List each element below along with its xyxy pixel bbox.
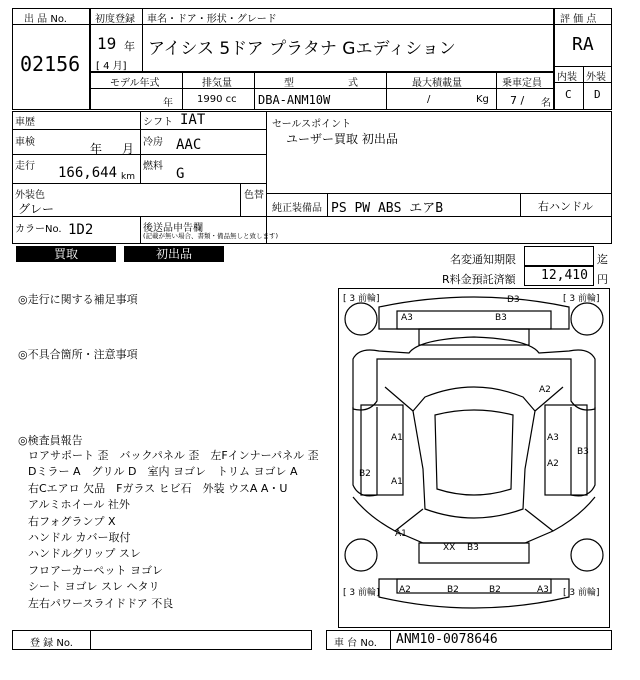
model-year-label: モデル年式 xyxy=(110,78,160,89)
details-h3 xyxy=(12,183,266,184)
details-h2 xyxy=(12,154,266,155)
details-h5 xyxy=(266,193,612,194)
inspection-label: 車検 xyxy=(15,137,35,148)
damage-d3: D3 xyxy=(507,295,520,305)
capacity-unit: 名 xyxy=(541,98,551,109)
damage-a3-right: A3 xyxy=(547,433,559,443)
sales-text: ユーザー買取 初出品 xyxy=(286,132,398,146)
damage-a1-left-b: A1 xyxy=(391,477,403,487)
defects-heading: ◎不具合箇所・注意事項 xyxy=(18,348,138,361)
damage-b3-front: B3 xyxy=(495,313,507,323)
reg-year: 19 xyxy=(97,34,117,53)
interior-label: 内装 xyxy=(557,72,577,83)
details-h6 xyxy=(266,216,612,217)
capacity-value: 7 / xyxy=(510,94,525,107)
supplement-heading: ◎走行に関する補足事項 xyxy=(18,293,138,306)
tyre-rear-left: [ 3 前輪] xyxy=(343,588,380,598)
ac-label: 冷房 xyxy=(143,137,163,148)
damage-a3-rear: A3 xyxy=(537,585,549,595)
shift-label: シフト xyxy=(143,117,173,128)
displacement-label: 排気量 xyxy=(202,78,232,89)
equipment-value: PS PW ABS エアB xyxy=(331,201,444,216)
report-line: シート ヨゴレ スレ ヘタリ xyxy=(28,580,160,594)
damage-a3-front: A3 xyxy=(401,313,413,323)
details-v1 xyxy=(140,111,141,183)
docs-label: 後送品申告欄 xyxy=(143,223,203,234)
inspection-month: 月 xyxy=(122,142,135,156)
spec-v3 xyxy=(386,72,387,110)
reg-no-divider xyxy=(90,630,91,650)
chassis-label: 車 台 No. xyxy=(334,638,377,649)
wheel-rear-right xyxy=(571,539,603,571)
capacity-label: 乗車定員 xyxy=(502,78,542,89)
report-line: ハンドルグリップ スレ xyxy=(28,547,141,561)
spec-v4 xyxy=(496,72,497,110)
damage-a2-rear: A2 xyxy=(399,585,411,595)
report-line: ハンドル カバー取付 xyxy=(28,531,131,545)
ac-value: AAC xyxy=(176,137,202,153)
wheel-front-left xyxy=(345,303,377,335)
grade-value: RA xyxy=(572,34,594,55)
car-diagram-drawing xyxy=(339,289,609,627)
fuel-value: G xyxy=(176,166,185,182)
color-label: 外装色 xyxy=(15,190,45,201)
recycle-label: R料金預託済額 xyxy=(442,273,516,286)
grade-label: 評 価 点 xyxy=(560,14,597,25)
damage-a1-left-c: A1 xyxy=(395,529,407,539)
inspector-heading: ◎検査員報告 xyxy=(18,434,83,447)
report-line: フロアーカーペット ヨゴレ xyxy=(28,563,163,577)
wheel-front-right xyxy=(571,303,603,335)
color-value: グレー xyxy=(18,202,55,216)
damage-b2-left: B2 xyxy=(359,469,371,479)
damage-a2-right-front: A2 xyxy=(539,385,551,395)
mileage-value: 166,644 xyxy=(58,165,118,181)
fuel-label: 燃料 xyxy=(143,161,163,172)
report-line: 右Cエアロ 欠品 Fガラス ヒビ石 外装 ウスA A・U xyxy=(28,481,288,495)
details-v6 xyxy=(520,193,521,216)
details-v2 xyxy=(266,111,267,244)
report-line: 左右パワースライドドア 不良 xyxy=(28,596,174,610)
spec-v1 xyxy=(182,72,183,110)
reg-label: 初度登録 xyxy=(95,14,135,25)
type-value: DBA-ANM10W xyxy=(258,93,331,107)
lot-label: 出 品 No. xyxy=(24,14,67,25)
damage-b2-rear-b: B2 xyxy=(489,585,501,595)
interior-grade: C xyxy=(565,88,572,101)
equipment-label: 純正装備品 xyxy=(272,203,322,214)
details-h1 xyxy=(12,129,266,130)
load-slash: / xyxy=(427,94,431,105)
load-label: 最大積載量 xyxy=(412,78,462,89)
buy-tag: 買取 xyxy=(16,246,116,262)
report-line: ロアサポート 歪 バックパネル 歪 左Fインナーパネル 歪 xyxy=(28,449,319,462)
damage-b3-rear: B3 xyxy=(467,543,479,553)
damage-xx: XX xyxy=(443,543,456,553)
tyre-rear-right: [ 3 前輪] xyxy=(563,588,600,598)
tyre-front-right: [ 3 前輪] xyxy=(563,294,600,304)
damage-a1-left-a: A1 xyxy=(391,433,403,443)
spec-v2 xyxy=(254,72,255,110)
car-diagram xyxy=(338,288,610,628)
deadline-unit: 迄 xyxy=(597,253,608,266)
lot-number: 02156 xyxy=(20,52,81,76)
mileage-unit: km xyxy=(121,172,135,182)
damage-b2-rear-a: B2 xyxy=(447,585,459,595)
handle-value: 右ハンドル xyxy=(538,200,593,213)
wheel-rear-left xyxy=(345,539,377,571)
color-no-value: 1D2 xyxy=(68,222,94,238)
inspection-year: 年 xyxy=(90,142,103,156)
chassis-number: ANM10-0078646 xyxy=(396,632,498,647)
recycle-value: 12,410 xyxy=(541,268,588,283)
grade-vdivider xyxy=(583,66,584,110)
load-unit: Kg xyxy=(476,94,489,105)
header-vdivider xyxy=(142,8,143,72)
color-no-label: カラーNo. xyxy=(15,224,62,235)
recycle-unit: 円 xyxy=(597,273,608,286)
reg-no-label: 登 録 No. xyxy=(30,638,73,649)
reg-month: [ 4 月] xyxy=(96,61,127,72)
damage-b3-right: B3 xyxy=(577,447,589,457)
report-line: Dミラー A グリル D 室内 ヨゴレ トリム ヨゴレ A xyxy=(28,465,298,479)
first-listing-tag: 初出品 xyxy=(124,246,224,262)
details-v3 xyxy=(240,183,241,216)
exterior-label: 外装 xyxy=(586,72,606,83)
car-name: アイシス 5ドア プラタナ Gエディション xyxy=(148,39,456,59)
details-v5 xyxy=(327,193,328,216)
history-label: 車歴 xyxy=(15,117,35,128)
inspector-report xyxy=(28,448,319,612)
model-year-unit: 年 xyxy=(163,98,173,109)
deadline-box xyxy=(524,246,594,266)
damage-a2-right: A2 xyxy=(547,459,559,469)
type-label2: 式 xyxy=(348,78,358,89)
type-label: 型 xyxy=(284,78,294,89)
shift-value: IAT xyxy=(180,112,206,128)
deadline-label: 名変通知期限 xyxy=(450,253,516,266)
tyre-front-left: [ 3 前輪] xyxy=(343,294,380,304)
report-line: 右フォグランプ X xyxy=(28,514,116,528)
chassis-divider xyxy=(390,630,391,650)
sales-label: セールスポイント xyxy=(272,119,352,130)
recolor-label: 色替 xyxy=(244,190,264,201)
displacement-value: 1990 cc xyxy=(197,94,237,105)
exterior-grade: D xyxy=(594,88,601,101)
report-line: アルミホイール 社外 xyxy=(28,498,130,512)
car-name-label: 車名・ドア・形状・グレード xyxy=(147,14,277,25)
details-v4 xyxy=(140,216,141,244)
docs-note: (記載が無い場合、書類・備品無しと致します) xyxy=(143,232,279,240)
mileage-label: 走行 xyxy=(15,161,35,172)
year-unit: 年 xyxy=(124,40,135,53)
